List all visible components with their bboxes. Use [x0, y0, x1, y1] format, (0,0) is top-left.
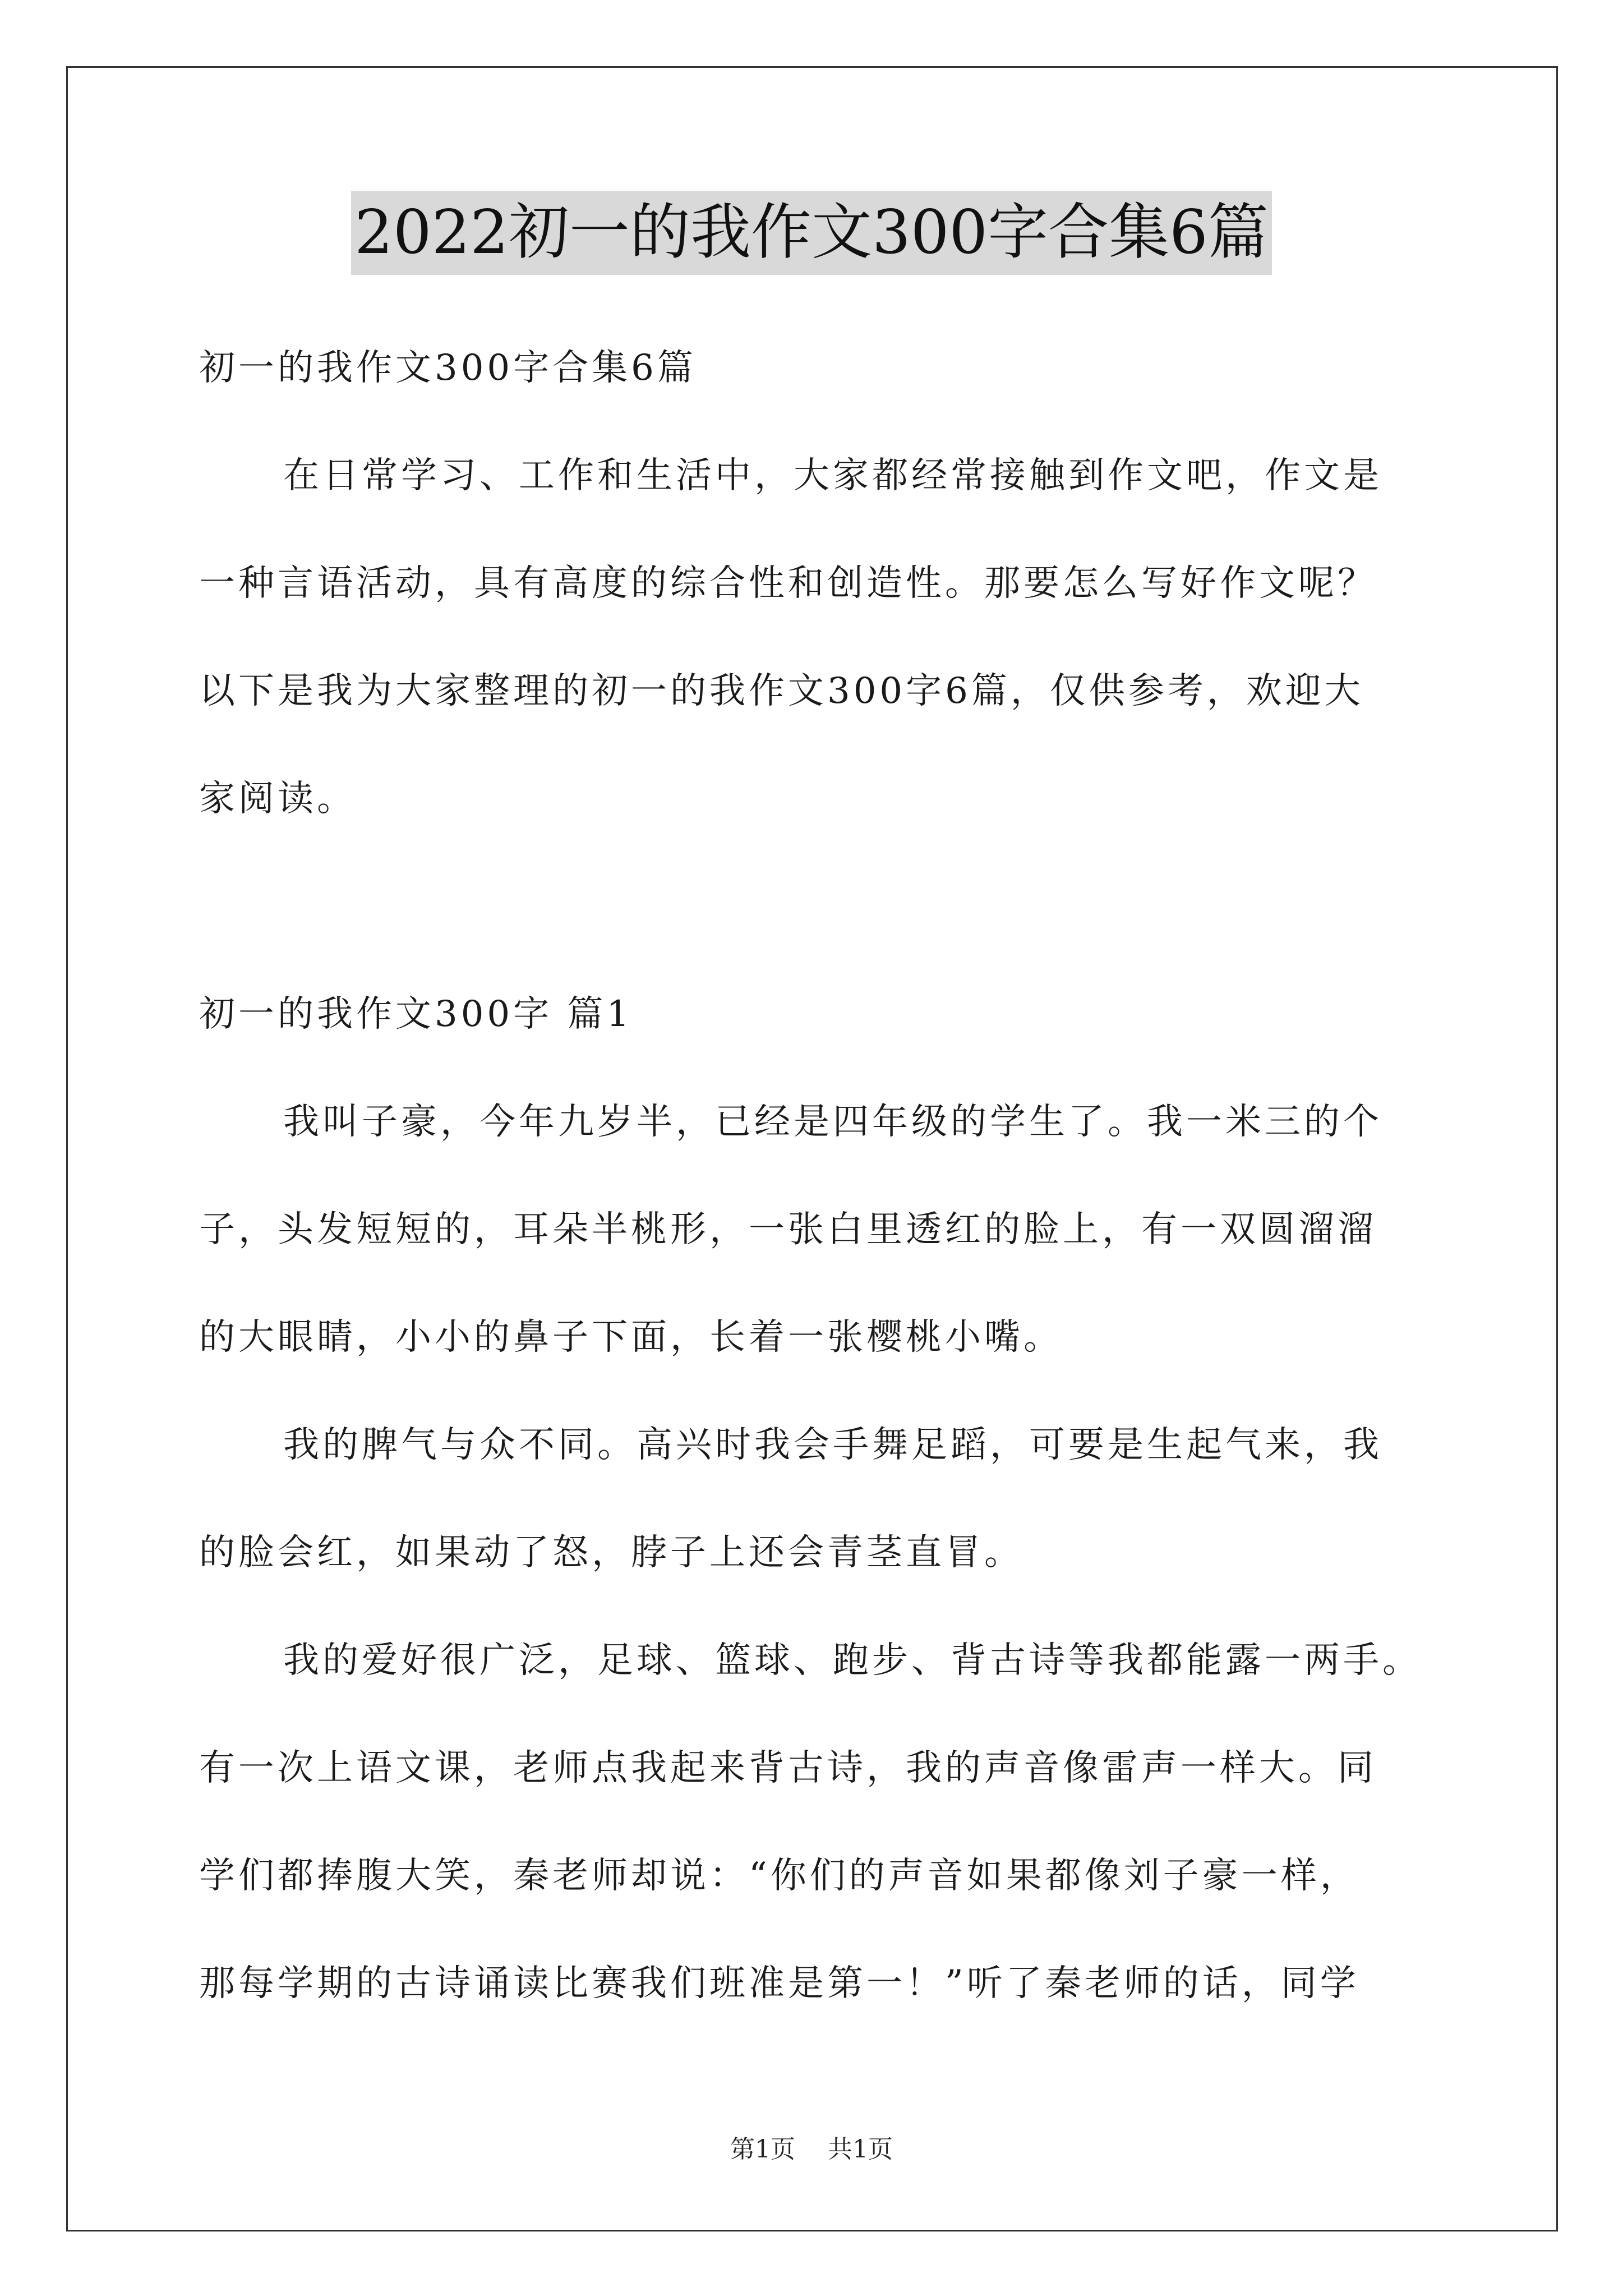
blank-line [199, 853, 1433, 960]
page-number-current: 第1页 [730, 2135, 795, 2164]
text-line: 的脸会红，如果动了怒，脖子上还会青茎直冒。 [199, 1532, 1023, 1573]
text-line: 我叫子豪，今年九岁半，已经是四年级的学生了。我一米三的个 [283, 1101, 1382, 1143]
page-footer [0, 2129, 1623, 2165]
text-line: 一种言语活动，具有高度的综合性和创造性。那要怎么写好作文呢？ [199, 563, 1377, 604]
text-line: 我的爱好很广泛，足球、篮球、跑步、背古诗等我都能露一两手。 [283, 1640, 1422, 1681]
page-number-total: 共1页 [828, 2135, 893, 2164]
text-line: 子，头发短短的，耳朵半桃形，一张白里透红的脸上，有一双圆溜溜 [199, 1209, 1377, 1250]
text-line: 学们都捧腹大笑，秦老师却说：“你们的声音如果都像刘子豪一样， [199, 1855, 1359, 1897]
text-line: 以下是我为大家整理的初一的我作文300字6篇，仅供参考，欢迎大 [199, 670, 1364, 712]
text-line: 初一的我作文300字合集6篇 [199, 347, 697, 389]
document-body [199, 314, 1433, 2037]
document-title: 2022初一的我作文300字合集6篇 [351, 191, 1272, 275]
title-container [0, 191, 1623, 275]
text-line: 初一的我作文300字 篇1 [199, 993, 633, 1035]
text-line: 的大眼睛，小小的鼻子下面，长着一张樱桃小嘴。 [199, 1317, 1063, 1358]
text-line: 那每学期的古诗诵读比赛我们班准是第一！”听了秦老师的话，同学 [199, 1963, 1359, 2004]
text-line: 我的脾气与众不同。高兴时我会手舞足蹈，可要是生起气来，我 [283, 1424, 1382, 1466]
text-line: 在日常学习、工作和生活中，大家都经常接触到作文吧，作文是 [283, 455, 1382, 496]
text-line: 家阅读。 [199, 778, 356, 820]
text-line: 有一次上语文课，老师点我起来背古诗，我的声音像雷声一样大。同 [199, 1747, 1377, 1789]
